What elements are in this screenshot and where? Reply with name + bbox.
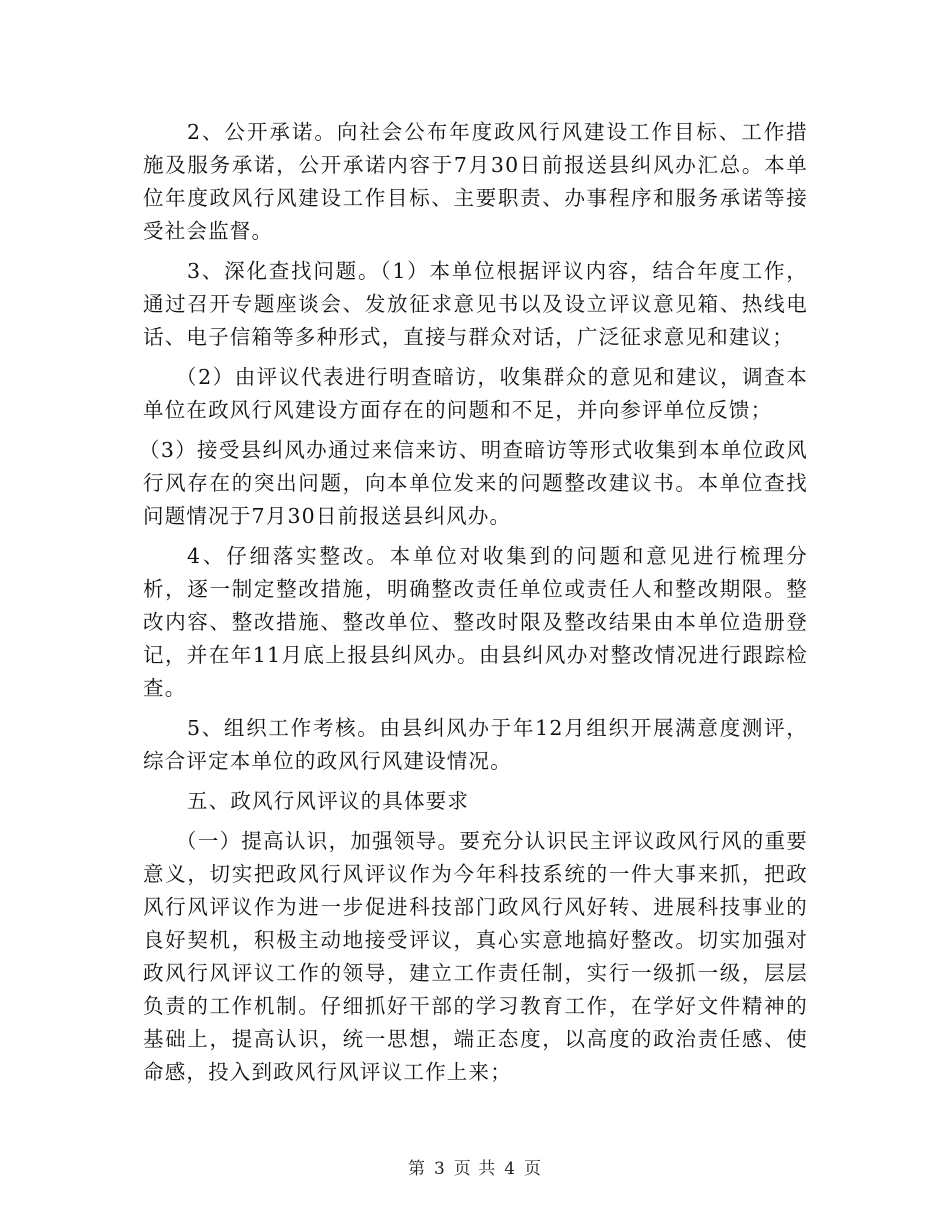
- section-heading-requirements: 五、政风行风评议的具体要求: [187, 789, 470, 813]
- paragraph-accept-reports: （3）接受县纠风办通过来信来访、明查暗访等形式收集到本单位政风行风存在的突出问题，向本单位发来的问题整改建议书。本单位查找问题情况于7月30日前报送县纠风办。: [139, 438, 808, 528]
- paragraph-find-problems: 3、深化查找问题。（1）本单位根据评议内容，结合年度工作，通过召开专题座谈会、发放征求意见书以及设立评议意见箱、热线电话、电子信箱等多种形式，直接与群众对话，广泛征求意见和建议；: [143, 259, 808, 349]
- footer-prefix: 第: [407, 1159, 426, 1179]
- paragraph-inspection-visits: （2）由评议代表进行明查暗访，收集群众的意见和建议，调查本单位在政风行风建设方面存在的问题和不足，并向参评单位反馈；: [143, 365, 808, 422]
- footer-suffix: 页: [524, 1159, 543, 1179]
- paragraph-raise-awareness: （一）提高认识，加强领导。要充分认识民主评议政风行风的重要意义，切实把政风行风评议作为今年科技系统的一件大事来抓，把政风行风评议作为进一步促进科技部门政风行风好转、进展科技事业的良好契机，积极主动地接受评议，真心实意地搞好整改。切实加强对政风行风评议工作的领导，建立工作责任制，实行一级抓一级，层层负责的工作机制。仔细抓好干部的学习教育工作，在学好文件精神的基础上，提高认识，统一思想，端正态度，以高度的政治责任感、使命感，投入到政风行风评议工作上来；: [143, 829, 808, 1084]
- page-footer: [0, 1154, 950, 1179]
- footer-middle: 页 共: [453, 1159, 497, 1179]
- paragraph-public-commitment: 2、公开承诺。向社会公布年度政风行风建设工作目标、工作措施及服务承诺，公开承诺内容于7月30日前报送县纠风办汇总。本单位年度政风行风建设工作目标、主要职责、办事程序和服务承诺等接受社会监督。: [143, 120, 808, 243]
- paragraph-rectification: 4、仔细落实整改。本单位对收集到的问题和意见进行梳理分析，逐一制定整改措施，明确整改责任单位或责任人和整改期限。整改内容、整改措施、整改单位、整改时限及整改结果由本单位造册登记，并在年11月底上报县纠风办。由县纠风办对整改情况进行跟踪检查。: [143, 544, 808, 700]
- footer-total-pages: 4: [504, 1159, 517, 1179]
- footer-page-number: 3: [433, 1159, 446, 1179]
- paragraph-assessment: 5、组织工作考核。由县纠风办于年12月组织开展满意度测评，综合评定本单位的政风行风建设情况。: [143, 716, 808, 773]
- document-body: [139, 116, 808, 1096]
